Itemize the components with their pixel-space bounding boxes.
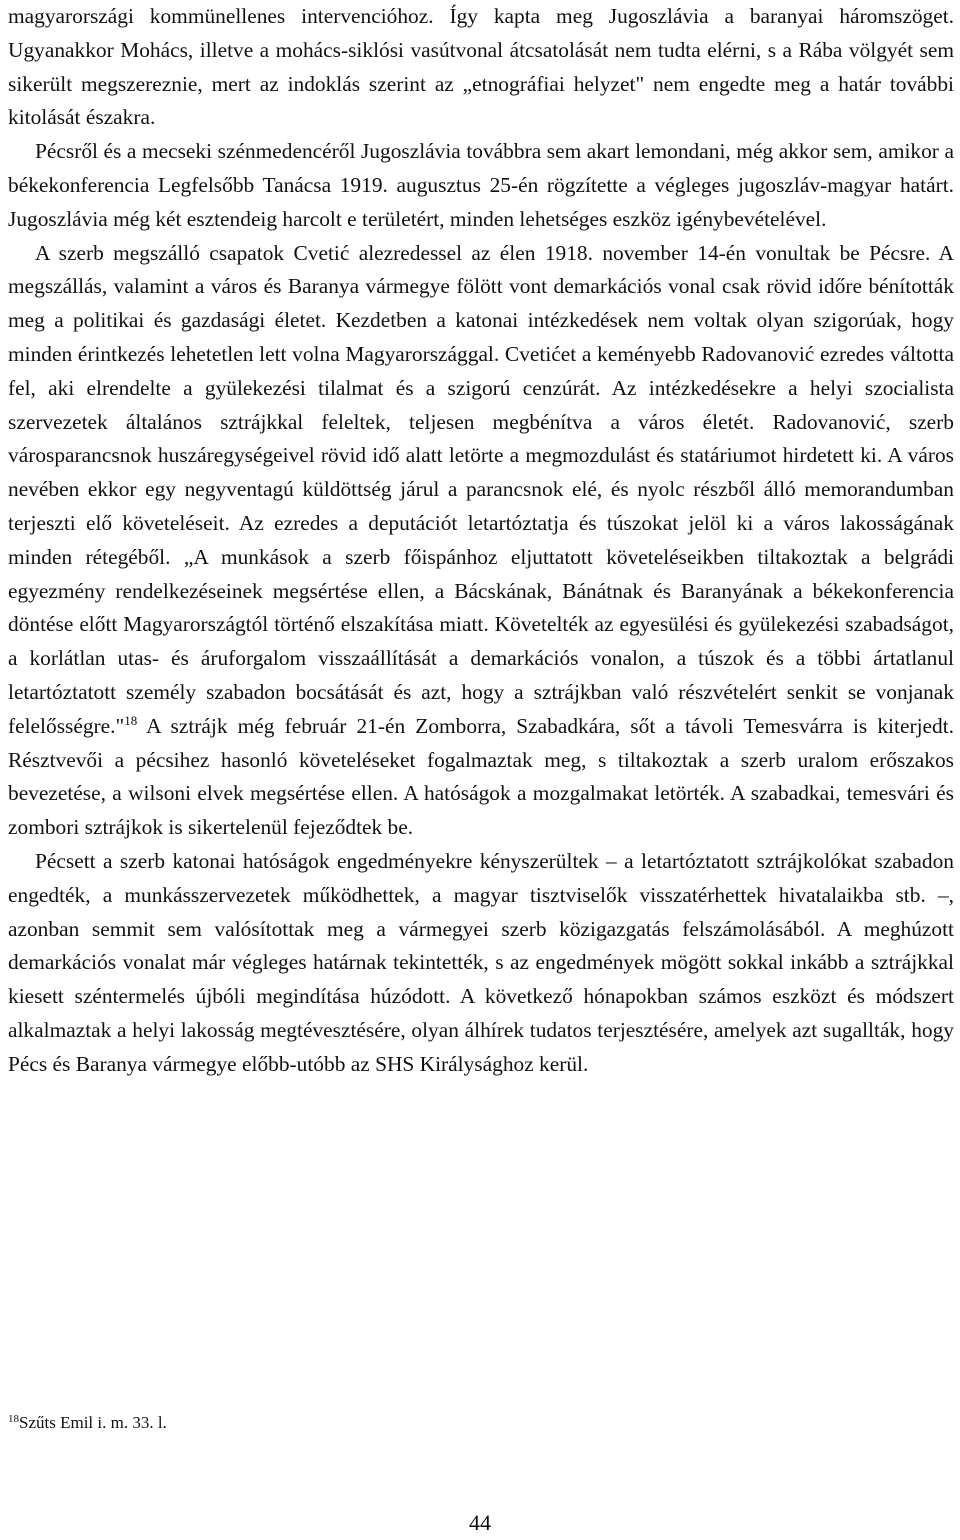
footnote-number: 18 — [8, 1413, 19, 1425]
paragraph-3-text-after: A sztrájk még február 21-én Zomborra, Szabadkára, sőt a távoli Temesvárra is kiterjedt. Résztvevői a pécsihez hasonló követeléseket fogalmaztak meg, s tiltakoztak a szerb uralom erőszakos bevezetése, a wilsoni elvek megsértése ellen. A hatóságok a mozgalmakat letörték. A szabadkai, temesvári és zombori sztrájkok is sikertelenül fejeződtek be. — [8, 713, 954, 840]
document-body — [8, 0, 954, 1082]
footnote-reference: 18 — [124, 712, 138, 728]
footnote — [8, 1407, 167, 1435]
paragraph-4: Pécsett a szerb katonai hatóságok engedményekre kényszerültek – a letartóztatott sztrájkolókat szabadon engedték, a munkásszervezetek működhettek, a magyar tisztviselők visszatérhettek hivatalaikba stb. –, azonban semmit sem valósítottak meg a vármegyei szerb közigazgatás felszámolásából. A meghúzott demarkációs vonalat már végleges határnak tekintették, s az engedmények mögött sokkal inkább a sztrájkkal kiesett széntermelés újbóli megindítása húzódott. A következő hónapokban számos eszközt és módszert alkalmaztak a helyi lakosság megtévesztésére, olyan álhírek tudatos terjesztésére, amelyek azt sugallták, hogy Pécs és Baranya vármegye előbb-utóbb az SHS Királysághoz kerül. — [8, 848, 954, 1076]
page-number: 44 — [469, 1510, 491, 1535]
paragraph-1: magyarországi kommünellenes intervencióhoz. Így kapta meg Jugoszlávia a baranyai háromszöget. Ugyanakkor Mohács, illetve a mohács-siklósi vasútvonal átcsatolását nem tudta elérni, s a Rába völgyét sem sikerült megszereznie, mert az indoklás szerint az „etnográfiai helyzet" nem engedte meg a határ további kitolását északra. — [8, 4, 954, 130]
footnote-text: Szűts Emil i. m. 33. l. — [19, 1413, 167, 1432]
paragraph-3-text-before: A szerb megszálló csapatok Cvetić alezredessel az élen 1918. november 14-én vonultak be Pécsre. A megszállás, valamint a város és Baranya vármegye fölött vont demarkációs vonal csak rövid időre bénították meg a politikai és gazdasági életet. Kezdetben a katonai intézkedések nem voltak olyan szigorúak, hogy minden érintkezés lehetetlen lett volna Magyarországgal. Cvetićet a keményebb Radovanović ezredes váltotta fel, aki elrendelte a gyülekezési tilalmat és a szigorú cenzúrát. Az intézkedésekre a helyi szocialista szervezetek általános sztrájkkal feleltek, teljesen megbénítva a város életét. Radovanović, szerb városparancsnok huszáregységeivel rövid idő alatt letörte a megmozdulást és statáriumot hirdetett ki. A város nevében ekkor egy negyventagú küldöttség járul a parancsnok elé, és nyolc részből álló memorandumban terjeszti elő követeléseit. Az ezredes a deputációt letartóztatja és túszokat jelöl ki a város lakosságának minden rétegéből. „A munkások a szerb főispánhoz eljuttatott követeléseikben tiltakoztak a belgrádi egyezmény rendelkezéseinek megsértése ellen, a Bácskának, Bánátnak és Baranyának a békekonferencia döntése előtt Magyarországtól történő elszakítása miatt. Követelték az egyesülési és gyülekezési szabadságot, a korlátlan utas- és áruforgalom visszaállítását a demarkációs vonalon, a túszok és a többi ártatlanul letartóztatott személy szabadon bocsátását és azt, hogy a sztrájkban való részvételért senkit se vonjanak felelősségre." — [8, 240, 954, 738]
paragraph-2: Pécsről és a mecseki szénmedencéről Jugoszlávia továbbra sem akart lemondani, még akkor sem, amikor a békekonferencia Legfelsőbb Tanácsa 1919. augusztus 25-én rögzítette a végleges jugoszláv-magyar határt. Jugoszlávia még két esztendeig harcolt e területért, minden lehetséges eszköz igénybevételével. — [8, 139, 954, 231]
paragraph-3 — [8, 237, 954, 845]
